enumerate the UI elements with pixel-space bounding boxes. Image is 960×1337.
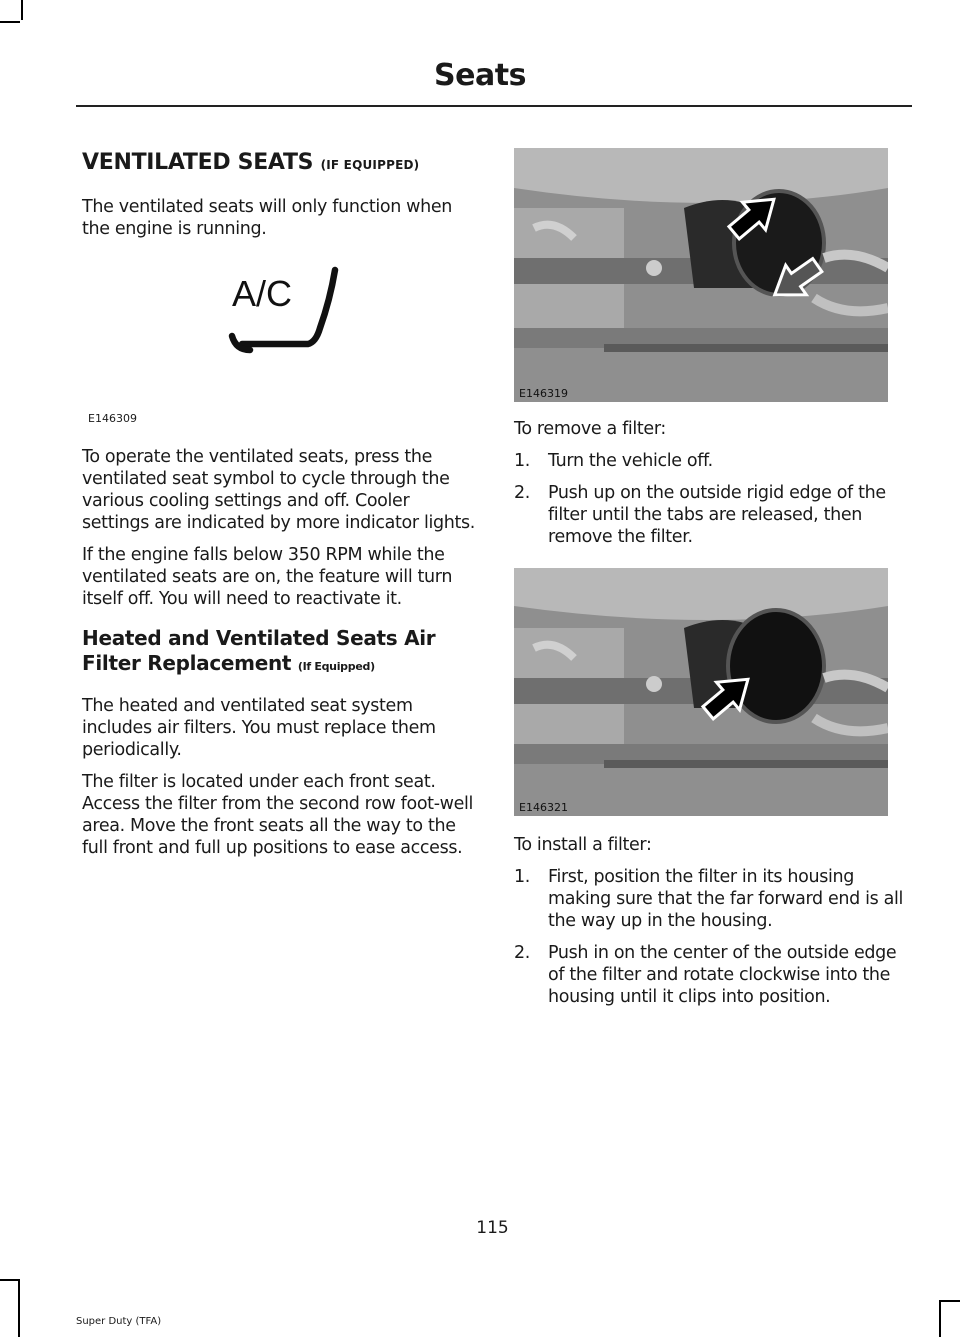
crop-mark (0, 21, 20, 23)
ac-seat-icon (82, 240, 477, 432)
operate-paragraph: To operate the ventilated seats, press the ventilated seat symbol to cycle through the various cooling settings and off. Cooler settings are indicated by more indicator lights. (82, 447, 475, 533)
subsection-heading (82, 626, 477, 679)
location-paragraph: The filter is located under each front seat. Access the filter from the second row foot-well area. Move the front seats all the way to the full front and full up positions to ease access. (82, 772, 474, 858)
section-header: Seats (434, 58, 526, 93)
intro-paragraph: The ventilated seats will only function when the engine is running. (82, 197, 453, 239)
figure-code: E146321 (519, 801, 568, 814)
crop-mark (21, 0, 23, 20)
crop-mark (0, 1279, 18, 1281)
ac-seat-figure (82, 240, 477, 432)
install-steps (514, 866, 909, 1008)
filter-photo-1 (514, 148, 888, 402)
rpm-paragraph: If the engine falls below 350 RPM while the ventilated seats are on, the feature will turn itself off. You will need to reactivate it. (82, 545, 453, 609)
footer-text: Super Duty (TFA) (76, 1316, 162, 1327)
remove-steps (514, 450, 909, 548)
figure-code: E146309 (88, 412, 137, 425)
right-column (514, 148, 909, 1008)
remove-title: To remove a filter: (514, 419, 666, 439)
list-item: 1. Turn the vehicle off. (514, 451, 713, 471)
heading-suffix: (IF EQUIPPED) (320, 158, 420, 172)
install-title: To install a filter: (514, 835, 652, 855)
filter-photo-2 (514, 568, 888, 816)
ac-label: A/C (232, 273, 293, 314)
subheading-suffix: (If Equipped) (297, 660, 375, 673)
list-item: 2. Push up on the outside rigid edge of the filter until the tabs are released, then remove the filter. (514, 483, 886, 547)
list-item: 1. First, position the filter in its housing making sure that the far forward end is all the way up in the housing. (514, 867, 904, 931)
crop-mark (18, 1279, 20, 1337)
list-item: 2. Push in on the center of the outside edge of the filter and rotate clockwise into the housing until it clips into position. (514, 943, 897, 1007)
filter-paragraph: The heated and ventilated seat system includes air filters. You must replace them periodically. (82, 696, 436, 760)
heading-text: VENTILATED SEATS (82, 150, 314, 175)
figure-code: E146319 (519, 387, 568, 400)
subheading-line1: Heated and Ventilated Seats Air (82, 626, 436, 650)
page-number: 115 (476, 1218, 509, 1238)
crop-mark (940, 1300, 960, 1302)
left-column (82, 148, 477, 859)
crop-mark (939, 1300, 941, 1337)
section-heading (82, 148, 477, 180)
subheading-line2: Filter Replacement (82, 651, 292, 675)
header-rule (76, 105, 912, 107)
